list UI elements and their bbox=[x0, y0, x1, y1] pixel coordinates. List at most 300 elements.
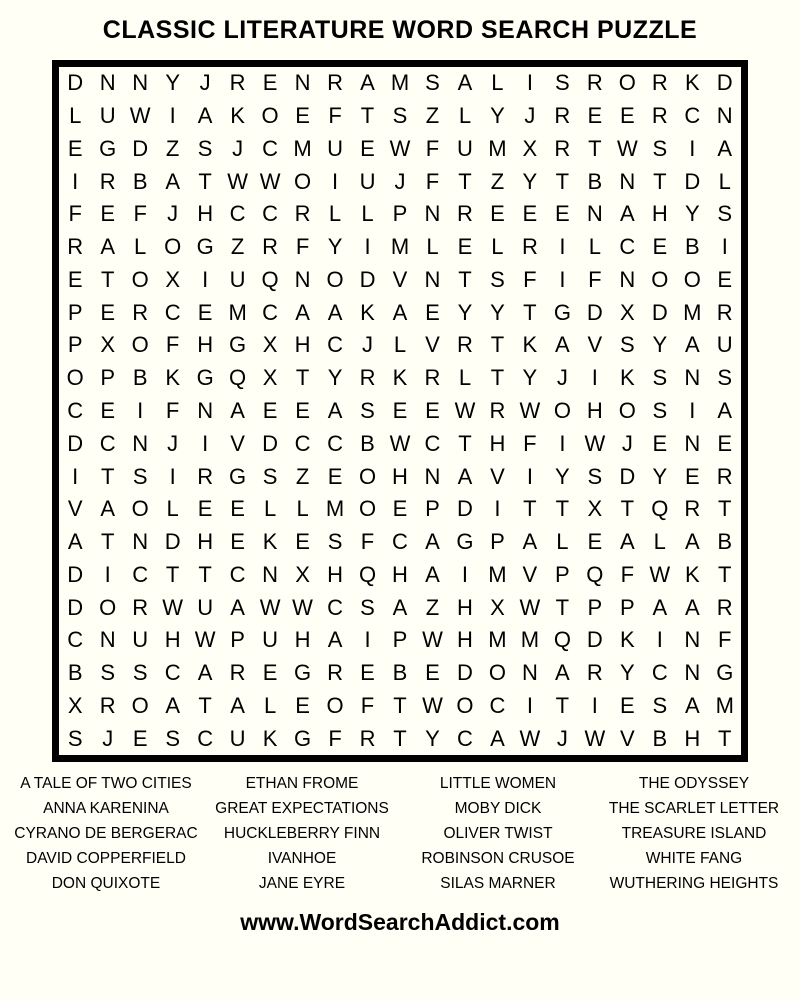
grid-cell: R bbox=[521, 234, 538, 260]
grid-cell: P bbox=[67, 299, 83, 325]
grid-cell: S bbox=[132, 660, 148, 686]
grid-cell: T bbox=[198, 561, 212, 587]
grid-cell: C bbox=[262, 299, 279, 325]
grid-cell: S bbox=[652, 692, 668, 718]
grid-cell: F bbox=[620, 561, 635, 587]
grid-cell: C bbox=[67, 627, 84, 653]
grid-cell: C bbox=[229, 201, 246, 227]
grid-cell: Y bbox=[522, 365, 538, 391]
grid-cell: L bbox=[361, 201, 374, 227]
word-list-item: MOBY DICK bbox=[454, 800, 542, 817]
grid-cell: V bbox=[619, 725, 635, 751]
grid-cell: S bbox=[652, 365, 668, 391]
grid-cell: W bbox=[616, 135, 638, 161]
grid-cell: T bbox=[653, 168, 667, 194]
grid-cell: H bbox=[586, 397, 603, 423]
grid-cell: E bbox=[619, 692, 635, 718]
grid-cell: H bbox=[457, 627, 473, 653]
grid-cell: N bbox=[294, 70, 311, 96]
grid-cell: H bbox=[327, 561, 343, 587]
grid-cell: H bbox=[197, 332, 214, 358]
grid-cell: B bbox=[717, 529, 733, 555]
grid-cell: E bbox=[295, 103, 310, 129]
grid-cell: F bbox=[360, 692, 375, 718]
grid-cell: O bbox=[488, 660, 506, 686]
grid-cell: W bbox=[422, 627, 443, 653]
grid-cell: X bbox=[587, 496, 603, 522]
grid-cell: K bbox=[262, 529, 278, 555]
grid-cell: P bbox=[555, 561, 570, 587]
grid-cell: P bbox=[490, 529, 505, 555]
grid-cell: T bbox=[718, 561, 732, 587]
grid-cell: G bbox=[456, 529, 474, 555]
grid-cell: E bbox=[392, 496, 408, 522]
grid-cell: A bbox=[295, 299, 310, 325]
grid-cell: S bbox=[717, 201, 733, 227]
grid-cell: W bbox=[519, 725, 541, 751]
grid-cell: M bbox=[390, 70, 410, 96]
grid-cell: A bbox=[327, 627, 343, 653]
grid-cell: A bbox=[457, 463, 473, 489]
grid-cell: J bbox=[167, 201, 179, 227]
grid-cell: J bbox=[394, 168, 406, 194]
grid-cell: T bbox=[100, 463, 115, 489]
grid-cell: D bbox=[262, 430, 279, 456]
grid-cell: E bbox=[197, 496, 213, 522]
grid-cell: L bbox=[134, 234, 147, 260]
grid-cell: A bbox=[197, 660, 213, 686]
word-list-column bbox=[598, 771, 790, 896]
grid-cell: N bbox=[99, 627, 116, 653]
grid-cell: C bbox=[489, 692, 506, 718]
grid-cell: R bbox=[554, 135, 571, 161]
grid-cell: R bbox=[586, 70, 603, 96]
grid-cell: M bbox=[293, 135, 312, 161]
grid-cell: U bbox=[457, 135, 473, 161]
grid-cell: T bbox=[458, 266, 472, 292]
grid-cell: F bbox=[68, 201, 82, 227]
grid-cell: H bbox=[457, 594, 473, 620]
grid-cell: E bbox=[425, 397, 440, 423]
grid-cell: E bbox=[717, 266, 733, 292]
grid-cell: R bbox=[424, 365, 441, 391]
grid-cell: G bbox=[716, 660, 734, 686]
grid-cell: U bbox=[716, 332, 733, 358]
grid-cell: I bbox=[559, 430, 566, 456]
grid-cell: O bbox=[131, 496, 149, 522]
grid-cell: L bbox=[458, 103, 472, 129]
grid-cell: R bbox=[457, 201, 473, 227]
grid-cell: E bbox=[425, 660, 440, 686]
grid-cell: K bbox=[230, 103, 245, 129]
grid-cell: S bbox=[100, 660, 116, 686]
grid-cell: R bbox=[359, 365, 376, 391]
grid-cell: S bbox=[132, 463, 148, 489]
grid-cell: T bbox=[165, 561, 180, 587]
grid-cell: K bbox=[360, 299, 375, 325]
grid-cell: G bbox=[196, 234, 214, 260]
grid-cell: J bbox=[556, 725, 568, 751]
grid-cell: R bbox=[716, 594, 733, 620]
word-list-item: ROBINSON CRUSOE bbox=[421, 850, 575, 867]
grid-cell: V bbox=[392, 266, 408, 292]
grid-cell: W bbox=[649, 561, 671, 587]
grid-cell: R bbox=[489, 397, 506, 423]
grid-cell: T bbox=[198, 168, 212, 194]
grid-cell: A bbox=[684, 332, 700, 358]
grid-cell: E bbox=[230, 529, 245, 555]
grid-cell: N bbox=[132, 70, 149, 96]
grid-cell: M bbox=[228, 299, 247, 325]
grid-cell: E bbox=[652, 234, 668, 260]
grid-cell: F bbox=[328, 103, 342, 129]
grid-cell: I bbox=[169, 463, 176, 489]
grid-cell: T bbox=[523, 299, 537, 325]
grid-cell: O bbox=[66, 365, 84, 391]
grid-cell: W bbox=[584, 430, 606, 456]
grid-cell: M bbox=[520, 627, 540, 653]
grid-cell: E bbox=[717, 430, 733, 456]
word-list-item: OLIVER TWIST bbox=[443, 825, 553, 842]
grid-cell: G bbox=[229, 463, 247, 489]
grid-cell: R bbox=[684, 496, 701, 522]
grid-cell: C bbox=[327, 594, 343, 620]
grid-cell: U bbox=[327, 135, 343, 161]
grid-cell: C bbox=[132, 561, 149, 587]
grid-cell: C bbox=[684, 103, 701, 129]
grid-cell: J bbox=[556, 365, 568, 391]
grid-cell: T bbox=[360, 103, 375, 129]
grid-cell: X bbox=[619, 299, 635, 325]
grid-cell: R bbox=[67, 234, 84, 260]
grid-cell: D bbox=[359, 266, 376, 292]
grid-cell: E bbox=[67, 266, 83, 292]
grid-cell: W bbox=[162, 594, 184, 620]
grid-cell: E bbox=[262, 660, 278, 686]
grid-cell: R bbox=[716, 463, 733, 489]
word-list-item: ETHAN FROME bbox=[245, 775, 359, 792]
word-list-item: IVANHOE bbox=[267, 850, 337, 867]
grid-cell: G bbox=[99, 135, 117, 161]
grid-cell: N bbox=[424, 266, 441, 292]
grid-cell: I bbox=[689, 397, 696, 423]
grid-cell: O bbox=[683, 266, 701, 292]
grid-cell: N bbox=[619, 266, 636, 292]
grid-cell: Y bbox=[555, 463, 570, 489]
grid-cell: A bbox=[230, 692, 245, 718]
grid-cell: O bbox=[326, 692, 344, 718]
grid-cell: F bbox=[588, 266, 602, 292]
grid-cell: T bbox=[555, 692, 570, 718]
grid-cell: P bbox=[100, 365, 116, 391]
grid-cell: Q bbox=[586, 561, 604, 587]
grid-cell: A bbox=[360, 70, 375, 96]
grid-cell: H bbox=[392, 561, 408, 587]
grid-cell: X bbox=[165, 266, 180, 292]
grid-cell: O bbox=[358, 463, 377, 489]
word-list-column bbox=[402, 771, 594, 896]
grid-cell: F bbox=[133, 201, 147, 227]
grid-cell: T bbox=[100, 529, 115, 555]
word-list-item: HUCKLEBERRY FINN bbox=[223, 825, 381, 842]
grid-cell: R bbox=[229, 70, 246, 96]
grid-cell: C bbox=[651, 660, 668, 686]
grid-cell: R bbox=[554, 103, 571, 129]
word-list-column bbox=[10, 771, 202, 896]
grid-cell: L bbox=[328, 201, 342, 227]
grid-cell: H bbox=[197, 529, 214, 555]
grid-cell: N bbox=[99, 70, 116, 96]
grid-cell: E bbox=[360, 135, 375, 161]
grid-cell: V bbox=[230, 430, 245, 456]
grid-cell: H bbox=[684, 725, 701, 751]
grid-cell: S bbox=[197, 135, 213, 161]
grid-cell: H bbox=[294, 627, 311, 653]
grid-cell: Z bbox=[425, 103, 440, 129]
grid-cell: W bbox=[389, 430, 411, 456]
grid-cell: W bbox=[519, 397, 541, 423]
grid-cell: C bbox=[424, 430, 441, 456]
grid-cell: S bbox=[425, 70, 440, 96]
grid-cell: P bbox=[392, 201, 408, 227]
grid-cell: T bbox=[490, 332, 505, 358]
grid-cell: M bbox=[488, 627, 507, 653]
grid-cell: X bbox=[67, 692, 83, 718]
grid-cell: I bbox=[526, 692, 533, 718]
grid-cell: R bbox=[132, 594, 149, 620]
grid-cell: I bbox=[656, 627, 663, 653]
grid-cell: C bbox=[392, 529, 408, 555]
grid-cell: X bbox=[100, 332, 116, 358]
grid-cell: U bbox=[99, 103, 116, 129]
grid-cell: S bbox=[392, 103, 408, 129]
word-list-item: LITTLE WOMEN bbox=[439, 775, 557, 792]
word-list-item: WHITE FANG bbox=[645, 850, 743, 867]
grid-cell: R bbox=[327, 660, 343, 686]
grid-cell: F bbox=[360, 529, 375, 555]
grid-cell: D bbox=[651, 299, 668, 325]
grid-cell: C bbox=[327, 430, 343, 456]
grid-cell: Y bbox=[490, 299, 505, 325]
grid-cell: V bbox=[490, 463, 505, 489]
grid-cell: O bbox=[131, 692, 149, 718]
grid-cell: L bbox=[491, 234, 504, 260]
grid-cell: E bbox=[295, 397, 310, 423]
grid-cell: C bbox=[457, 725, 473, 751]
word-list-item: ANNA KARENINA bbox=[43, 800, 169, 817]
grid-cell: F bbox=[523, 430, 537, 456]
grid-cell: E bbox=[262, 397, 278, 423]
grid-cell: L bbox=[263, 692, 277, 718]
grid-cell: D bbox=[586, 299, 603, 325]
puzzle-grid bbox=[52, 60, 748, 762]
word-list-item: GREAT EXPECTATIONS bbox=[215, 800, 389, 817]
grid-cell: P bbox=[587, 594, 603, 620]
grid-cell: A bbox=[327, 299, 343, 325]
grid-cell: F bbox=[165, 332, 180, 358]
grid-cell: I bbox=[494, 496, 501, 522]
grid-cell: W bbox=[194, 627, 216, 653]
grid-cell: H bbox=[164, 627, 181, 653]
grid-cell: F bbox=[718, 627, 732, 653]
grid-cell: H bbox=[197, 201, 214, 227]
grid-cell: O bbox=[164, 234, 182, 260]
grid-cell: T bbox=[555, 594, 570, 620]
grid-cell: J bbox=[362, 332, 374, 358]
grid-cell: D bbox=[716, 70, 733, 96]
grid-cell: R bbox=[651, 70, 668, 96]
grid-cell: R bbox=[262, 234, 279, 260]
grid-cell: C bbox=[327, 332, 343, 358]
grid-cell: B bbox=[132, 168, 148, 194]
grid-cell: N bbox=[619, 168, 636, 194]
word-list-item: TREASURE ISLAND bbox=[621, 825, 767, 842]
grid-cell: Y bbox=[425, 725, 440, 751]
grid-cell: D bbox=[164, 529, 181, 555]
grid-cell: S bbox=[165, 725, 180, 751]
grid-cell: A bbox=[230, 397, 245, 423]
grid-cell: K bbox=[684, 561, 700, 587]
grid-cell: M bbox=[325, 496, 345, 522]
grid-cell: Y bbox=[522, 168, 538, 194]
grid-cell: O bbox=[553, 397, 571, 423]
grid-cell: A bbox=[619, 529, 635, 555]
grid-cell: R bbox=[197, 463, 214, 489]
word-list-item: DAVID COPPERFIELD bbox=[26, 850, 186, 867]
grid-cell: O bbox=[651, 266, 669, 292]
grid-cell: U bbox=[359, 168, 376, 194]
grid-cell: I bbox=[104, 561, 111, 587]
grid-cell: E bbox=[100, 397, 116, 423]
grid-cell: I bbox=[461, 561, 468, 587]
grid-cell: Y bbox=[490, 103, 505, 129]
grid-cell: O bbox=[456, 692, 474, 718]
grid-cell: V bbox=[425, 332, 440, 358]
grid-cell: W bbox=[129, 103, 151, 129]
grid-cell: S bbox=[652, 135, 668, 161]
grid-cell: Y bbox=[165, 70, 180, 96]
grid-cell: L bbox=[296, 496, 309, 522]
grid-cell: R bbox=[457, 332, 473, 358]
grid-cell: M bbox=[715, 692, 734, 718]
grid-cell: R bbox=[586, 660, 603, 686]
grid-cell: A bbox=[197, 103, 213, 129]
grid-cell: J bbox=[621, 430, 633, 456]
grid-cell: S bbox=[360, 594, 375, 620]
grid-cell: U bbox=[229, 266, 246, 292]
grid-cell: P bbox=[392, 627, 408, 653]
grid-cell: L bbox=[491, 70, 504, 96]
grid-cell: J bbox=[232, 135, 244, 161]
word-list-item: DON QUIXOTE bbox=[51, 875, 161, 892]
grid-cell: J bbox=[167, 430, 179, 456]
grid-cell: W bbox=[519, 594, 541, 620]
grid-cell: N bbox=[521, 660, 538, 686]
grid-cell: G bbox=[553, 299, 571, 325]
grid-cell: E bbox=[684, 463, 700, 489]
grid-cell: L bbox=[556, 529, 569, 555]
grid-cell: W bbox=[389, 135, 411, 161]
grid-cell: I bbox=[202, 430, 209, 456]
grid-cell: U bbox=[262, 627, 279, 653]
grid-cell: P bbox=[425, 496, 440, 522]
grid-cell: T bbox=[490, 365, 505, 391]
grid-cell: Q bbox=[651, 496, 669, 522]
grid-cell: W bbox=[454, 397, 476, 423]
grid-cell: K bbox=[619, 627, 635, 653]
grid-cell: N bbox=[197, 397, 214, 423]
grid-cell: F bbox=[328, 725, 342, 751]
grid-cell: S bbox=[67, 725, 83, 751]
grid-cell: N bbox=[684, 430, 701, 456]
grid-cell: E bbox=[619, 103, 635, 129]
grid-cell: D bbox=[586, 627, 603, 653]
grid-cell: N bbox=[424, 201, 441, 227]
grid-cell: V bbox=[587, 332, 603, 358]
grid-cell: Y bbox=[457, 299, 473, 325]
grid-cell: U bbox=[197, 594, 214, 620]
grid-cell: K bbox=[392, 365, 408, 391]
grid-cell: O bbox=[294, 168, 312, 194]
grid-cell: D bbox=[457, 660, 473, 686]
grid-cell: E bbox=[100, 299, 116, 325]
grid-cell: N bbox=[424, 463, 441, 489]
grid-cell: I bbox=[72, 463, 79, 489]
grid-cell: K bbox=[165, 365, 180, 391]
grid-cell: A bbox=[165, 692, 180, 718]
grid-cell: A bbox=[684, 594, 700, 620]
grid-cell: E bbox=[425, 299, 440, 325]
grid-cell: N bbox=[132, 430, 149, 456]
grid-cell: H bbox=[651, 201, 668, 227]
grid-cell: K bbox=[619, 365, 635, 391]
grid-cell: J bbox=[102, 725, 114, 751]
grid-cell: R bbox=[327, 70, 343, 96]
grid-cell: D bbox=[457, 496, 473, 522]
grid-cell: S bbox=[360, 397, 375, 423]
grid-cell: T bbox=[393, 692, 407, 718]
grid-cell: Y bbox=[684, 201, 700, 227]
grid-cell: R bbox=[132, 299, 149, 325]
grid-cell: I bbox=[721, 234, 728, 260]
grid-cell: W bbox=[259, 168, 281, 194]
grid-cell: W bbox=[227, 168, 248, 194]
grid-cell: E bbox=[132, 725, 148, 751]
word-list bbox=[10, 771, 790, 896]
grid-cell: T bbox=[198, 692, 212, 718]
grid-cell: X bbox=[295, 561, 310, 587]
grid-cell: E bbox=[652, 430, 668, 456]
grid-cell: O bbox=[261, 103, 279, 129]
grid-cell: N bbox=[684, 365, 701, 391]
website-url: www.WordSearchAddict.com bbox=[240, 909, 560, 935]
grid-cell: A bbox=[717, 397, 733, 423]
grid-cell: F bbox=[295, 234, 310, 260]
grid-cell: A bbox=[230, 594, 245, 620]
grid-cell: R bbox=[651, 103, 668, 129]
grid-cell: M bbox=[390, 234, 410, 260]
grid-cell: I bbox=[202, 266, 209, 292]
grid-cell: T bbox=[458, 168, 472, 194]
grid-cell: B bbox=[360, 430, 375, 456]
grid-cell: N bbox=[132, 529, 149, 555]
grid-cell: E bbox=[100, 201, 116, 227]
grid-cell: A bbox=[490, 725, 505, 751]
grid-cell: V bbox=[522, 561, 538, 587]
grid-cell: E bbox=[230, 496, 245, 522]
grid-cell: O bbox=[618, 397, 636, 423]
grid-cell: G bbox=[229, 332, 247, 358]
